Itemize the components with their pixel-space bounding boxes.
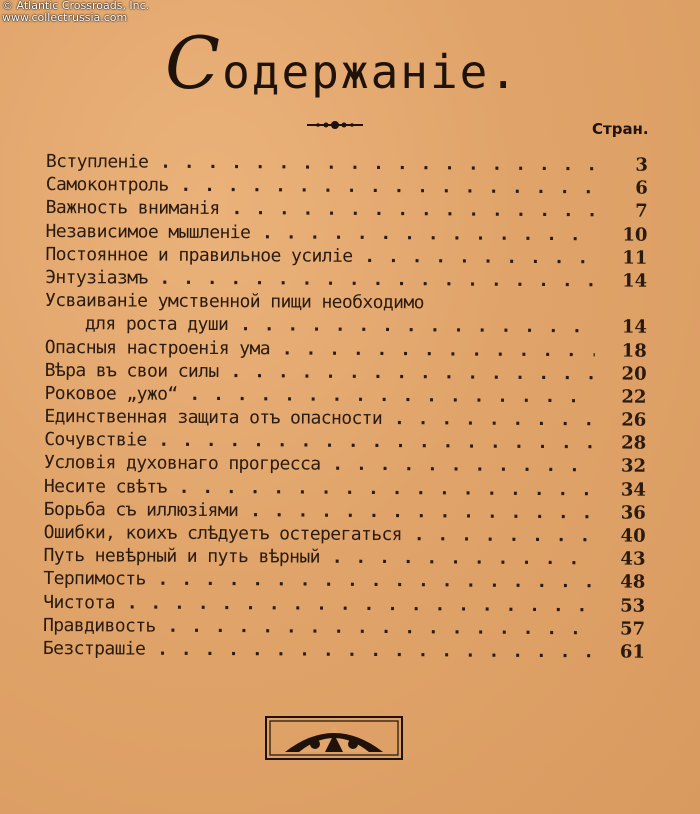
header-ornament-icon [305,118,365,132]
watermark-line-2: www.collectrussia.com [2,11,128,24]
toc-entry-page: 57 [619,618,646,640]
toc-entry-page: 36 [620,502,646,524]
toc-entry-title: Самоконтроль . . [46,173,596,200]
toc-entry-title: Роковое „ужо“ . . [44,382,594,409]
toc-entry-title: Усваиваніе умственной пищи необходимо [45,290,424,314]
toc-entry-page: 18 [621,340,647,362]
toc-entry-title: для роста души . . [85,313,595,339]
toc-entry-title: Сочувствіе . . [44,428,594,455]
toc-entry-page: 7 [635,200,648,223]
toc-entry-page: 3 [635,154,648,176]
table-of-contents [43,150,656,664]
toc-entry-title: Безстрашіе . . [43,637,593,664]
toc-entry-title: Вступленіе . . [46,150,596,177]
toc-entry-page: 14 [621,316,647,338]
page-title [165,21,545,107]
toc-entry-page: 61 [619,641,646,663]
toc-entry-title: Борьба съ иллюзіями . . [44,498,594,525]
toc-entry-title: Терпимость . . [43,567,593,594]
toc-entry-page: 11 [622,247,648,269]
toc-entry-page: 43 [620,548,646,570]
toc-row [43,637,653,664]
watermark-line-1: © Atlantic Crossroads, Inc. [2,0,150,12]
toc-entry-title: Независимое мышленіе . . [45,220,595,247]
copyright-watermark [2,0,149,24]
toc-entry-title: Энтузіазмъ . . [45,266,595,293]
toc-entry-page: 28 [621,432,647,454]
toc-entry-title: Путь невѣрный и путь вѣрный . . [43,544,593,571]
toc-entry-title: Правдивость . . [43,614,593,641]
toc-entry-page: 14 [622,270,648,292]
toc-entry-page: 32 [620,455,647,478]
toc-entry-title: Важность вниманія . . [46,196,596,223]
toc-entry-page: 53 [620,595,646,617]
page-column-header: Стран. [592,120,649,138]
toc-entry-title: Постоянное и правильное усиліе . . [45,243,595,270]
toc-entry-page: 10 [622,224,648,246]
toc-entry-page: 48 [620,571,646,594]
toc-entry-page: 40 [620,525,646,547]
toc-entry-title: Несите свѣтъ . . [44,475,594,502]
toc-entry-title: Опасныя настроенія ума . . [45,335,595,362]
toc-entry-page: 34 [620,479,646,501]
bottom-ornament-icon [265,716,403,760]
toc-entry-title: Условія духовнаго прогресса . . [44,451,594,478]
toc-entry-title: Единственная защита отъ опасности . . [44,405,594,432]
toc-entry-page: 22 [621,386,647,408]
title-rest: одержаніе. [222,45,520,99]
toc-entry-title: Вѣра въ свои силы . . [45,359,595,386]
title-initial: С [165,21,223,105]
toc-entry-title: Чистота . . [43,591,593,618]
toc-entry-page: 26 [621,409,647,431]
toc-entry-page: 6 [635,177,648,199]
toc-entry-title: Ошибки, коихъ слѣдуетъ остерегаться . . [44,521,594,548]
toc-entry-page: 20 [621,363,647,385]
